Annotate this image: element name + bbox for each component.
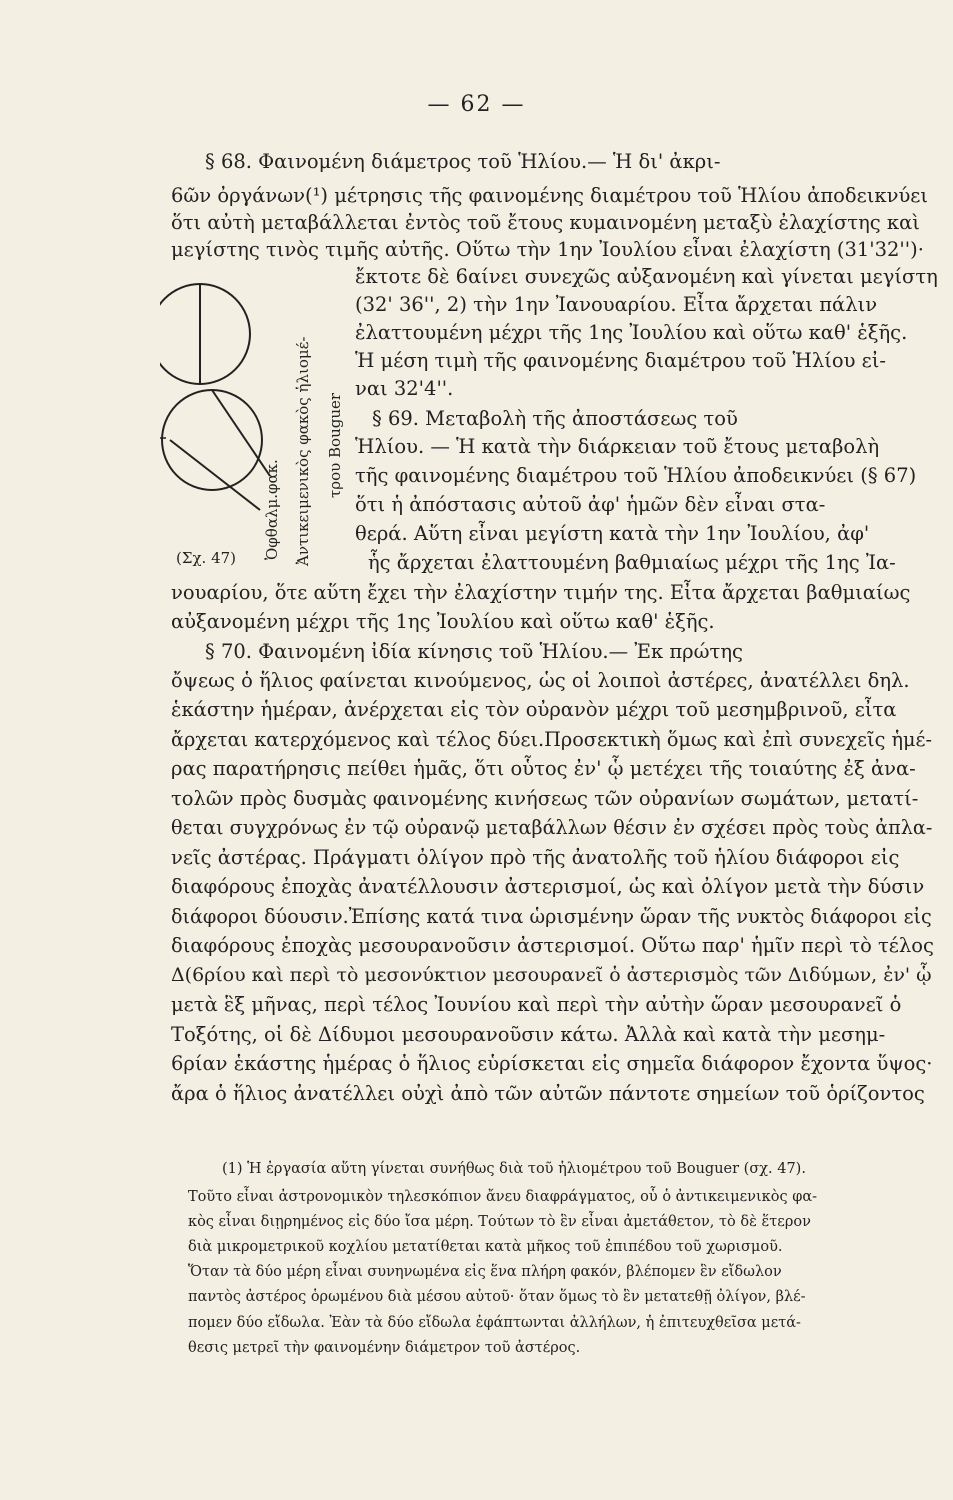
text-line: ρας παρατήρησις πείθει ἡμᾶς, ὅτι οὗτος ἐν' ᾧ μετέχει τῆς τοιαύτης ἐξ ἀνα- [171, 757, 916, 780]
text-line: Ἡ μέση τιμὴ τῆς φαινομένης διαμέτρου τοῦ Ἡλίου εἰ- [355, 349, 887, 372]
text-line: ἐλαττουμένη μέχρι τῆς 1ης Ἰουλίου καὶ οὕτω καθ' ἑξῆς. [355, 321, 908, 344]
text-line: 6ρίαν ἑκάστης ἡμέρας ὁ ἥλιος εὑρίσκεται εἰς σημεῖα διάφορον ἔχοντα ὕψος· [171, 1052, 933, 1075]
text-line: διαφόρους ἐποχὰς ἀνατέλλουσιν ἀστερισμοί, ὡς καὶ ὀλίγον μετὰ τὴν δύσιν [171, 875, 925, 898]
text-line: ὄψεως ὁ ἥλιος φαίνεται κινούμενος, ὡς οἱ λοιποὶ ἀστέρες, ἀνατέλλει δηλ. [171, 669, 910, 692]
section-69-heading-line: § 69. Μεταβολὴ τῆς ἀποστάσεως τοῦ [372, 407, 738, 430]
text-line: (32' 36'', 2) τὴν 1ην Ἰανουαρίου. Εἶτα ἄρχεται πάλιν [355, 293, 878, 316]
text-line: ναι 32'4''. [355, 377, 454, 400]
section-68-heading-line: § 68. Φαινομένη διάμετρος τοῦ Ἡλίου.— Ἡ δι' ἀκρι- [205, 150, 721, 173]
text-line: Δ(6ρίου καὶ περὶ τὸ μεσονύκτιον μεσουρανεῖ ὁ ἀστερισμὸς τῶν Διδύμων, ἐν' ᾧ [171, 964, 932, 986]
footnote-line: διὰ μικρομετρικοῦ κοχλίου μετατίθεται κατὰ μῆκος τοῦ ἐπιπέδου τοῦ χωρισμοῦ. [188, 1239, 783, 1255]
figure-vertical-label: Ἀντικειμενικὸς φακὸς ἡλιομέ- [294, 336, 312, 566]
text-line: αὐξανομένη μέχρι τῆς 1ης Ἰουλίου καὶ οὕτω καθ' ἑξῆς. [171, 610, 715, 633]
text-line: μεγίστης τινὸς τιμῆς αὐτῆς. Οὕτω τὴν 1ην Ἰουλίου εἶναι ἐλαχίστη (31'32'')· [171, 238, 924, 261]
text-line: ἄρχεται κατερχόμενος καὶ τέλος δύει.Προσεκτικὴ ὅμως καὶ ἐπὶ συνεχεῖς ἡμέ- [171, 728, 932, 751]
footnote-line: παντὸς ἀστέρος ὁρωμένου διὰ μέσου αὐτοῦ· ὅταν ὅμως τὸ ἓν μετατεθῇ ὀλίγον, βλέ- [188, 1289, 806, 1305]
text-line: θεται συγχρόνως ἐν τῷ οὐρανῷ μεταβάλλων θέσιν ἐν σχέσει πρὸς τοὺς ἀπλα- [171, 816, 933, 839]
figure-vertical-label: Ὀφθαλμ.φακ. [263, 459, 281, 560]
text-line: νεῖς ἀστέρας. Πράγματι ὀλίγον πρὸ τῆς ἀνατολῆς τοῦ ἡλίου διάφοροι εἰς [171, 846, 900, 869]
text-line: διάφοροι δύουσιν.Ἐπίσης κατά τινα ὡρισμένην ὥραν τῆς νυκτὸς διάφοροι εἰς [171, 905, 932, 928]
lower-lens-outline [162, 390, 212, 490]
figure-caption: (Σχ. 47) [176, 549, 237, 567]
text-line: ἔκτοτε δὲ 6αίνει συνεχῶς αὐξανομένη καὶ γίνεται μεγίστη [355, 265, 938, 288]
text-line: ὅτι αὐτὴ μεταβάλλεται ἐντὸς τοῦ ἔτους κυμαινομένη μεταξὺ ἐλαχίστης καὶ [171, 211, 920, 234]
text-line: θερά. Αὕτη εἶναι μεγίστη κατὰ τὴν 1ην Ἰουλίου, ἀφ' [355, 522, 870, 545]
footnote-line: Τοῦτο εἶναι ἀστρονομικὸν τηλεσκόπιον ἄνευ διαφράγματος, οὗ ὁ ἀντικειμενικὸς φα- [188, 1189, 818, 1205]
text-line: διαφόρους ἐποχὰς μεσουρανοῦσιν ἀστερισμοί. Οὕτω παρ' ἡμῖν περὶ τὸ τέλος [171, 934, 934, 957]
text-line: ἑκάστην ἡμέραν, ἀνέρχεται εἰς τὸν οὐρανὸν μέχρι τοῦ μεσημβρινοῦ, εἶτα [171, 698, 897, 721]
text-line: τῆς φαινομένης διαμέτρου τοῦ Ἡλίου ἀποδεικνύει (§ 67) [355, 464, 917, 487]
footnote-line: κὸς εἶναι διῃρημένος εἰς δύο ἴσα μέρη. Τούτων τὸ ἓν εἶναι ἀμετάθετον, τὸ δὲ ἕτερον [188, 1214, 811, 1230]
text-line: Ἡλίου. — Ἡ κατὰ τὴν διάρκειαν τοῦ ἔτους μεταβολὴ [355, 435, 880, 458]
text-line: 6ῶν ὀργάνων(¹) μέτρησις τῆς φαινομένης διαμέτρου τοῦ Ἡλίου ἀποδεικνύει [171, 184, 929, 207]
footnote-divider [400, 1138, 550, 1139]
footnote-line: (1) Ἡ ἐργασία αὕτη γίνεται συνήθως διὰ τοῦ ἡλιομέτρου τοῦ Bouguer (σχ. 47). [222, 1161, 806, 1177]
page-number: — 62 — [427, 92, 526, 117]
footnote-line: θεσις μετρεῖ τὴν φαινομένην διάμετρον τοῦ ἀστέρος. [188, 1340, 581, 1356]
text-line: νουαρίου, ὅτε αὕτη ἔχει τὴν ἐλαχίστην τιμήν της. Εἶτα ἄρχεται βαθμιαίως [171, 581, 911, 604]
upper-lens-half [200, 284, 250, 384]
footnote-line: πομεν δύο εἴδωλα. Ἐὰν τὰ δύο εἴδωλα ἐφάπτωνται ἀλλήλων, ἡ ἐπιτευχθεῖσα μετά- [188, 1315, 801, 1331]
upper-lens-outline [160, 284, 200, 384]
figure-vertical-label: τρου Bouguer [326, 392, 344, 498]
text-line: ἄρα ὁ ἥλιος ἀνατέλλει οὐχὶ ἀπὸ τῶν αὐτῶν πάντοτε σημείων τοῦ ὁρίζοντος [171, 1082, 925, 1105]
section-70-heading-line: § 70. Φαινομένη ἰδία κίνησις τοῦ Ἡλίου.— Ἐκ πρώτης [205, 640, 743, 663]
text-line: μετὰ ἓξ μῆνας, περὶ τέλος Ἰουνίου καὶ περὶ τὴν αὐτὴν ὥραν μεσουρανεῖ ὁ [171, 993, 902, 1016]
footnote-line: Ὅταν τὰ δύο μέρη εἶναι συνηνωμένα εἰς ἕνα πλήρη φακόν, βλέπομεν ἓν εἴδωλον [188, 1264, 782, 1280]
text-line: ἧς ἄρχεται ἐλαττουμένη βαθμιαίως μέχρι τῆς 1ης Ἰα- [368, 551, 896, 574]
text-line: ὅτι ἡ ἀπόστασις αὐτοῦ ἀφ' ἡμῶν δὲν εἶναι στα- [355, 493, 826, 516]
text-line: Τοξότης, οἱ δὲ Δίδυμοι μεσουρανοῦσιν κάτω. Ἀλλὰ καὶ κατὰ τὴν μεσημ- [171, 1023, 886, 1046]
lower-lens-half [212, 390, 262, 490]
text-line: τολῶν πρὸς δυσμὰς φαινομένης κινήσεως τῶν οὐρανίων σωμάτων, μετατί- [171, 787, 919, 810]
